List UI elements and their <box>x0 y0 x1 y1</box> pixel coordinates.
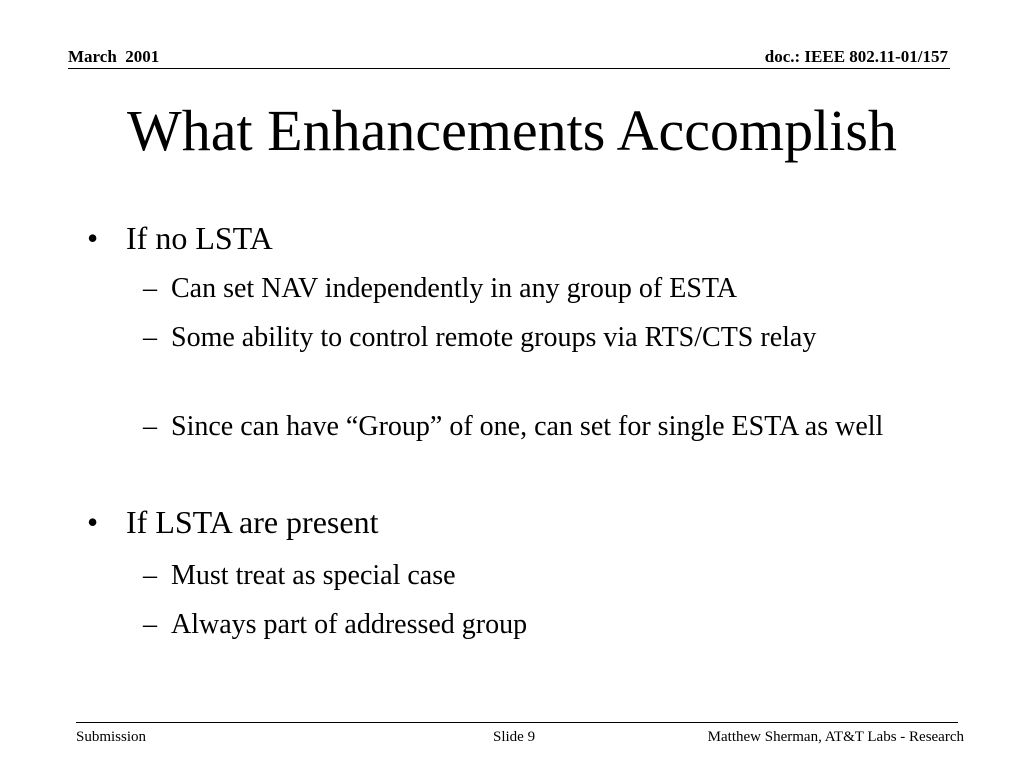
bullet-text: If LSTA are present <box>126 504 379 540</box>
header-doc-id: doc.: IEEE 802.11-01/157 <box>764 47 948 66</box>
dash-marker: – <box>143 609 157 640</box>
dash-marker: – <box>143 560 157 591</box>
bullet-marker: • <box>87 504 99 540</box>
sub-bullet-text: Some ability to control remote groups via RTS/CTS relay <box>171 322 817 353</box>
slide-title: What Enhancements Accomplish <box>127 98 897 163</box>
header-divider <box>68 68 950 69</box>
bullet-marker: • <box>87 220 99 256</box>
footer-slide-number: Slide 9 <box>493 729 536 745</box>
dash-marker: – <box>143 322 157 353</box>
header-date: March 2001 <box>68 47 160 66</box>
footer-author: Matthew Sherman, AT&T Labs - Research <box>707 729 964 745</box>
bullet-text: If no LSTA <box>126 220 273 256</box>
dash-marker: – <box>143 273 157 304</box>
dash-marker: – <box>143 411 157 442</box>
footer-divider <box>76 722 958 723</box>
sub-bullet-text: Always part of addressed group <box>171 609 528 640</box>
footer-submission: Submission <box>76 729 147 745</box>
sub-bullet-text: Must treat as special case <box>171 560 456 591</box>
sub-bullet-text: Can set NAV independently in any group of ESTA <box>171 273 737 304</box>
sub-bullet-text: Since can have “Group” of one, can set for single ESTA as well <box>171 411 884 442</box>
